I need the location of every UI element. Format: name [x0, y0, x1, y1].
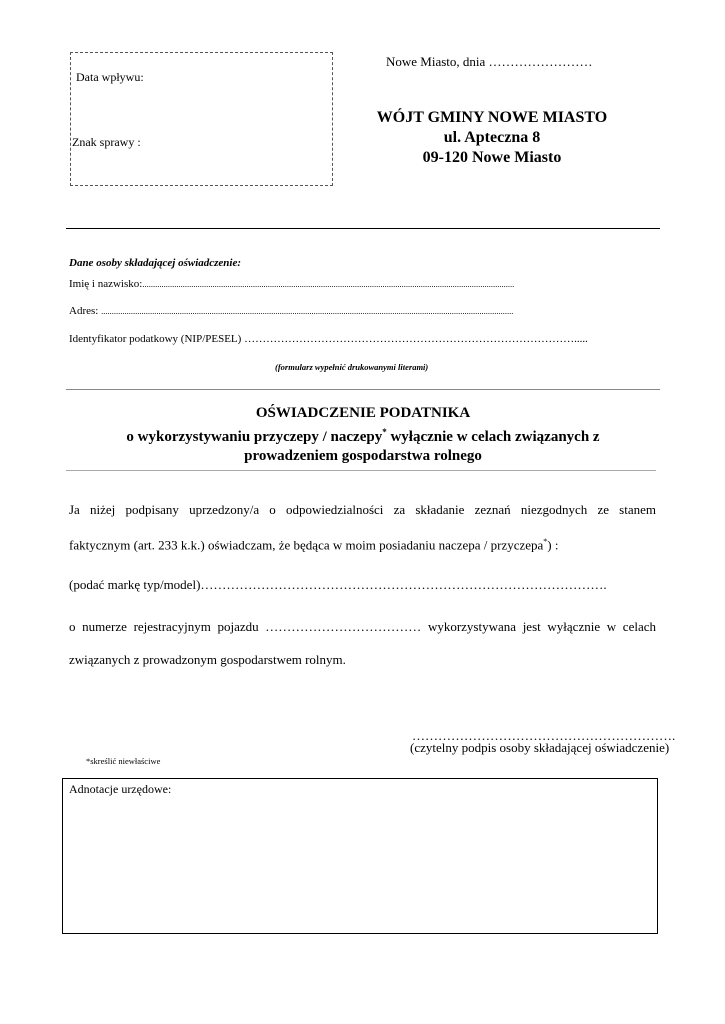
registration-line-2: związanych z prowadzonym gospodarstwem rolnym.: [69, 652, 346, 667]
registration-line: o numerze rejestracyjnym pojazdu ……………………………… wykorzystywana jest wyłącznie w celach: [69, 619, 656, 634]
title-line-2b: wyłącznie w celach związanych z: [386, 429, 600, 445]
section-divider: [66, 389, 660, 390]
statement-line-2: [69, 537, 559, 553]
addressee-line-3: 09-120 Nowe Miasto: [422, 149, 562, 166]
name-label: Imię i nazwisko:: [69, 278, 143, 290]
signature-caption: (czytelny podpis osoby składającej oświadczenie): [410, 740, 670, 755]
title-line-2a: o wykorzystywaniu przyczepy / naczepy: [126, 429, 383, 445]
statement-title-line-1: OŚWIADCZENIE PODATNIKA: [255, 405, 471, 421]
address-dots: ..................................................................................................................................................................................................: [101, 306, 514, 316]
addressee-line-1: WÓJT GMINY NOWE MIASTO: [376, 109, 608, 126]
title-footnote-mark: *: [382, 427, 387, 437]
signature-dots: …………………………………………………….: [412, 728, 676, 743]
name-row: [69, 278, 514, 290]
taxid-row: [69, 333, 588, 345]
address-row: [69, 305, 513, 317]
declarant-section-title: Dane osoby składającej oświadczenie:: [69, 257, 242, 269]
receipt-stamp-box: [70, 52, 333, 186]
address-label: Adres:: [69, 305, 99, 317]
statement-title-line-2: [66, 423, 660, 447]
name-dots: ...............................................................................................................................................................................: [142, 279, 515, 289]
brand-line: (podać markę typ/model)………………………………………………………………………………….: [69, 577, 607, 592]
official-annotations-box: [62, 778, 658, 934]
taxid-dots: ……………………………………………………………………………….....: [244, 333, 588, 345]
statement-line-2a: faktycznym (art. 233 k.k.) oświadczam, że będąca w moim posiadaniu naczepa / przyczepa: [69, 537, 544, 553]
statement-title: [66, 404, 660, 466]
fill-note: (formularz wypełnić drukowanymi literami): [275, 362, 429, 372]
header-divider: [66, 228, 660, 229]
statement-footnote-mark: *: [543, 537, 548, 546]
statement-line-2b: ) :: [547, 537, 559, 553]
official-annotations-label: Adnotacje urzędowe:: [69, 782, 172, 796]
receipt-date-label: Data wpływu:: [76, 70, 144, 84]
date-line: Nowe Miasto, dnia ……………………: [386, 54, 593, 69]
case-number-label: Znak sprawy :: [72, 135, 141, 149]
addressee-block: [352, 108, 632, 168]
addressee-line-2: ul. Apteczna 8: [443, 129, 541, 146]
title-divider: [66, 470, 656, 471]
statement-title-line-3: prowadzeniem gospodarstwa rolnego: [244, 448, 482, 464]
footnote: *skreślić niewłaściwe: [86, 756, 161, 766]
statement-line-1: Ja niżej podpisany uprzedzony/a o odpowiedzialności za składanie zeznań niezgodnych ze stanem: [69, 502, 656, 517]
taxid-label: Identyfikator podatkowy (NIP/PESEL): [69, 333, 242, 345]
